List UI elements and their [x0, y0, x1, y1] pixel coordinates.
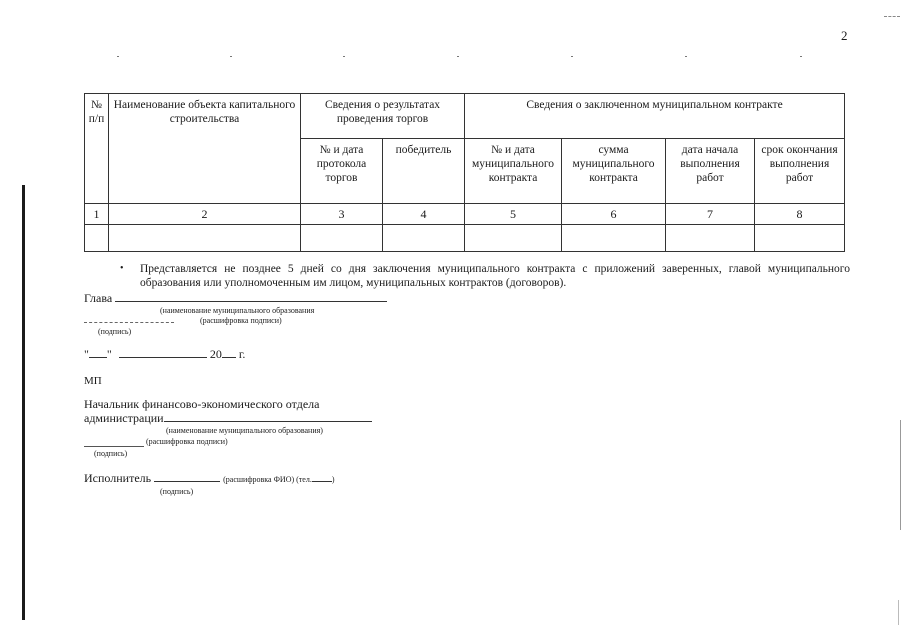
year-underline — [222, 357, 236, 358]
scan-edge-mark-bottom — [898, 600, 899, 625]
header-contract-sum: сумма муниципального контракта — [562, 139, 666, 204]
stamp-label: МП — [84, 375, 102, 387]
header-contract-info: Сведения о заключенном муниципальном контракте — [465, 94, 845, 139]
finance-signature-underline — [84, 446, 144, 447]
executor-signature-underline — [154, 481, 220, 482]
column-number: 1 — [85, 204, 109, 225]
header-num: № п/п — [85, 94, 109, 204]
finance-head-line — [84, 411, 372, 425]
executor-signature-caption: (подпись) — [160, 487, 194, 496]
column-number: 2 — [109, 204, 301, 225]
executor-close: ) — [331, 475, 335, 484]
finance-admin-label: администрации — [84, 411, 164, 425]
header-protocol: № и дата протокола торгов — [301, 139, 383, 204]
table-cell — [383, 225, 465, 252]
column-number: 5 — [465, 204, 562, 225]
table-cell — [85, 225, 109, 252]
column-number: 6 — [562, 204, 666, 225]
scan-edge-mark — [900, 420, 901, 530]
scan-mark-top-right — [884, 16, 900, 19]
bullet-icon: • — [120, 263, 124, 274]
year-suffix: г. — [238, 347, 246, 361]
report-table — [84, 93, 845, 252]
header-winner: победитель — [383, 139, 465, 204]
page-number: 2 — [841, 28, 848, 43]
executor-label: Исполнитель — [84, 471, 152, 485]
table-cell — [465, 225, 562, 252]
finance-transcript-caption: (расшифровка подписи) — [146, 437, 228, 446]
footnote-text: Представляется не позднее 5 дней со дня заключения муниципального контракта с приложений заверенных, главой муниципального образования или уполномоченным им лицом, муниципальных контрактов (договоров). — [140, 263, 850, 289]
header-contract-num-date: № и дата муниципального контракта — [465, 139, 562, 204]
column-number: 8 — [755, 204, 845, 225]
table-cell — [755, 225, 845, 252]
executor-line — [84, 471, 335, 485]
table-cell — [562, 225, 666, 252]
scan-edge-bar — [22, 185, 25, 620]
quote-close: " — [106, 347, 112, 361]
head-signature-line — [84, 291, 387, 305]
column-number: 3 — [301, 204, 383, 225]
header-end-date: срок окончания выполнения работ — [755, 139, 845, 204]
head-name-underline — [115, 301, 387, 302]
executor-details: (расшифровка ФИО) (тел. — [223, 475, 312, 484]
date-line — [84, 347, 245, 361]
day-underline — [89, 357, 107, 358]
head-signature-underline — [84, 322, 174, 323]
year-prefix: 20 — [209, 347, 222, 361]
header-object-name: Наименование объекта капитального строительства — [109, 94, 301, 204]
finance-signature-caption: (подпись) — [94, 449, 128, 458]
executor-phone-underline — [312, 481, 332, 482]
table-header-row — [85, 94, 845, 139]
table-cell — [109, 225, 301, 252]
head-caption: (наименование муниципального образования — [160, 306, 315, 315]
table-empty-row — [85, 225, 845, 252]
month-underline — [119, 357, 207, 358]
finance-caption: (наименование муниципального образования) — [166, 426, 323, 435]
table-column-numbers-row — [85, 204, 845, 225]
column-number: 7 — [666, 204, 755, 225]
table-cell — [666, 225, 755, 252]
table-cell — [301, 225, 383, 252]
quote-open: " — [84, 347, 89, 361]
footnote — [120, 262, 850, 290]
header-tender-results: Сведения о результатах проведения торгов — [301, 94, 465, 139]
head-signature-caption: (подпись) — [98, 327, 132, 336]
head-label: Глава — [84, 291, 113, 305]
header-start-date: дата начала выполнения работ — [666, 139, 755, 204]
dotted-line — [100, 56, 820, 62]
head-transcript-caption: (расшифровка подписи) — [200, 316, 282, 325]
finance-head-title: Начальник финансово-экономического отдела — [84, 397, 320, 411]
finance-name-underline — [164, 421, 372, 422]
column-number: 4 — [383, 204, 465, 225]
